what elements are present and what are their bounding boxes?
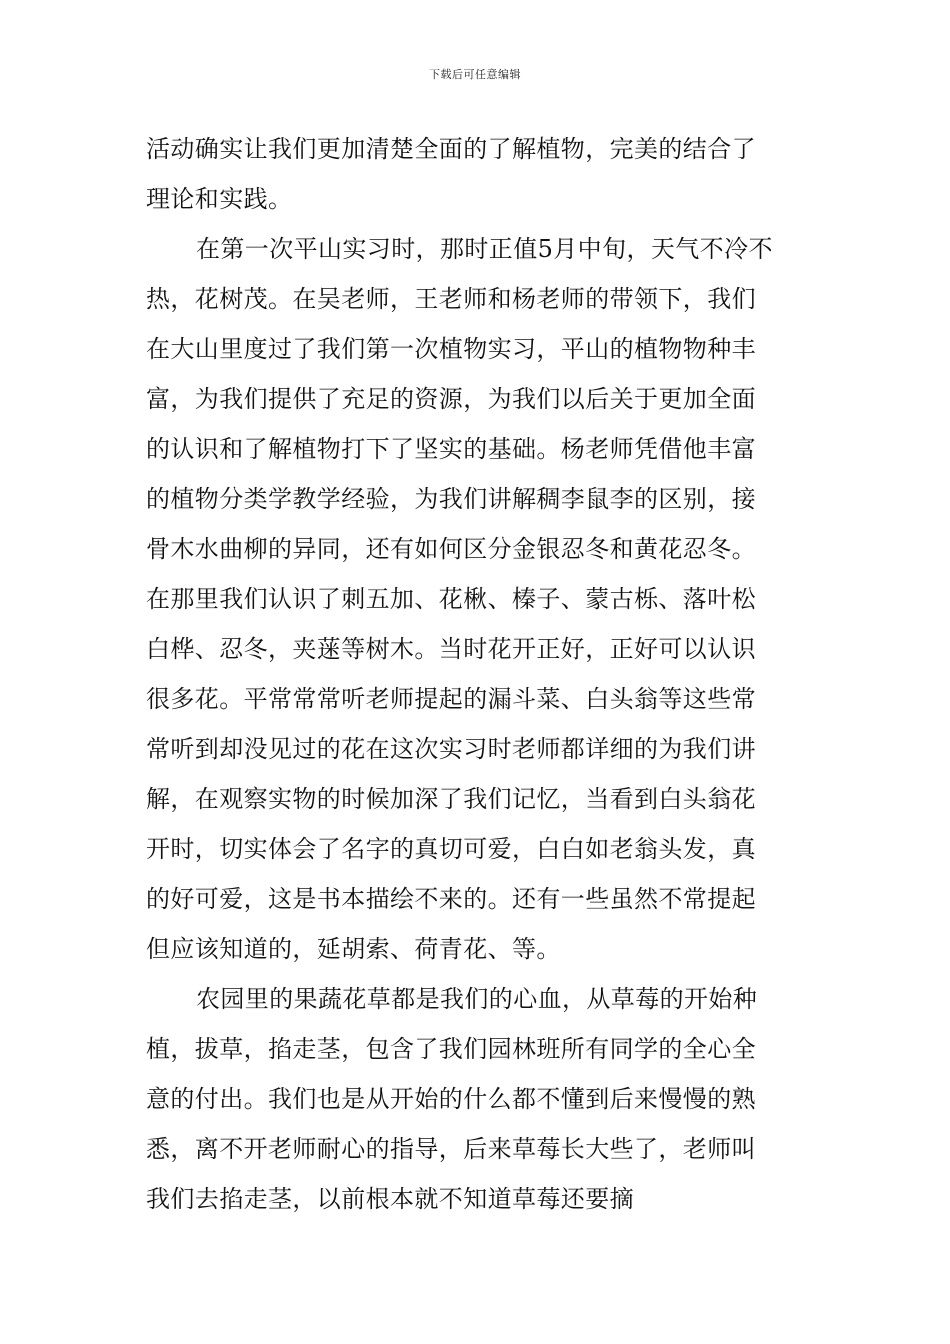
text-line: 理论和实践。 [146, 185, 293, 213]
text-line: 热，花树茂。在吴老师，王老师和杨老师的带领下，我们 [146, 285, 756, 313]
text-line: 开时，切实体会了名字的真切可爱，白白如老翁头发，真 [146, 835, 756, 863]
text-line: 白桦、忍冬，夹蒾等树木。当时花开正好，正好可以认识 [146, 635, 756, 663]
text-line: 的植物分类学教学经验，为我们讲解稠李鼠李的区别，接 [146, 485, 756, 513]
text-line: 常听到却没见过的花在这次实习时老师都详细的为我们讲 [146, 735, 756, 763]
paragraph-first-line: 农园里的果蔬花草都是我们的心血，从草莓的开始种 [196, 985, 758, 1013]
text-line: 悉，离不开老师耐心的指导，后来草莓长大些了，老师叫 [146, 1135, 756, 1163]
text-line: 植，拔草，掐走茎，包含了我们园林班所有同学的全心全 [146, 1035, 756, 1063]
text-line: 在大山里度过了我们第一次植物实习，平山的植物物种丰 [146, 335, 756, 363]
text-line: 在那里我们认识了刺五加、花楸、榛子、蒙古栎、落叶松 [146, 585, 756, 613]
paragraph-first-line: 在第一次平山实习时，那时正值5月中旬，天气不冷不 [196, 235, 773, 263]
text-line: 但应该知道的，延胡索、荷青花、等。 [146, 935, 561, 963]
text-line: 富，为我们提供了充足的资源，为我们以后关于更加全面 [146, 385, 756, 413]
text-line: 意的付出。我们也是从开始的什么都不懂到后来慢慢的熟 [146, 1085, 756, 1113]
page-header: 下载后可任意编辑 [429, 68, 521, 81]
text-line: 活动确实让我们更加清楚全面的了解植物，完美的结合了 [146, 135, 756, 163]
text-line: 很多花。平常常常听老师提起的漏斗菜、白头翁等这些常 [146, 685, 756, 713]
text-line: 的好可爱，这是书本描绘不来的。还有一些虽然不常提起 [146, 885, 756, 913]
text-line: 的认识和了解植物打下了坚实的基础。杨老师凭借他丰富 [146, 435, 756, 463]
text-line: 我们去掐走茎，以前根本就不知道草莓还要摘 [146, 1185, 634, 1213]
text-line: 解，在观察实物的时候加深了我们记忆，当看到白头翁花 [146, 785, 756, 813]
text-line: 骨木水曲柳的异同，还有如何区分金银忍冬和黄花忍冬。 [146, 535, 756, 563]
